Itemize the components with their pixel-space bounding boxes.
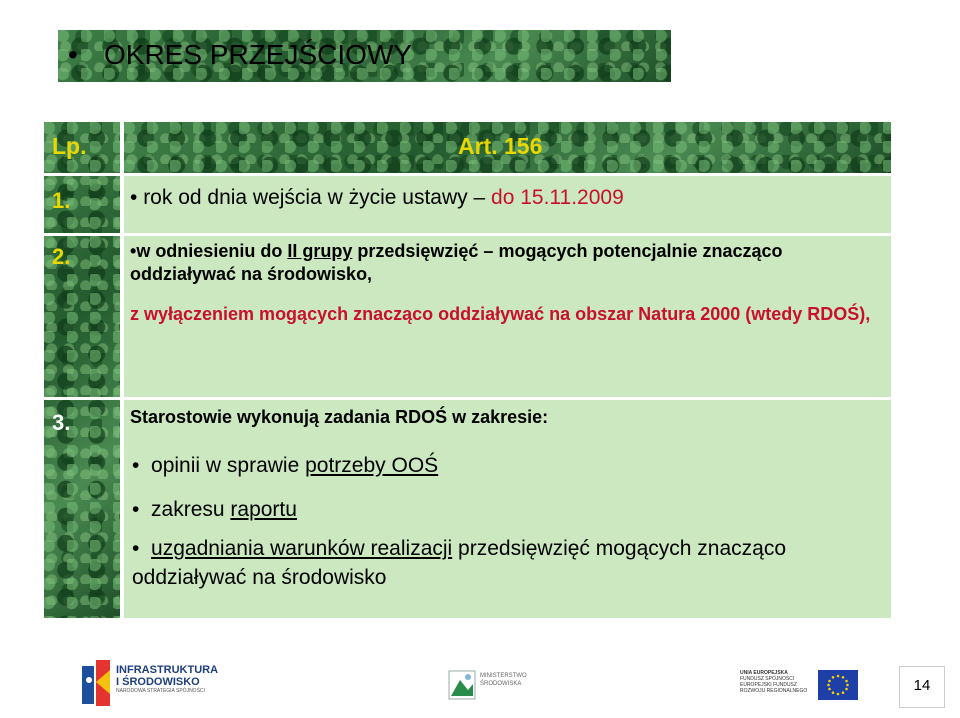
row-1-number: 1. [52, 188, 71, 213]
row-1-text: • rok od dnia wejścia w życie ustawy – do 15.11.2009 [130, 186, 624, 209]
infrastruktura-logo [82, 660, 232, 708]
art-header: Art. 156 [458, 133, 543, 159]
logo2-line1: MINISTERSTWO [480, 673, 527, 679]
title-bullet: • [68, 39, 78, 70]
logo3-line3: EUROPEJSKI FUNDUSZ [740, 682, 797, 688]
lp-header: Lp. [52, 133, 87, 159]
logo1-line3: NARODOWA STRATEGIA SPÓJNOŚCI [116, 688, 205, 694]
row-3-bullet-3: • uzgadniania warunków realizacji przedsięwzięć mogących znacząco oddziaływać na środowisko [132, 537, 787, 589]
row-3-bullet-2: • zakresu raportu [132, 498, 297, 521]
row-1-date: do 15.11.2009 [491, 186, 624, 209]
eu-logo [740, 666, 860, 708]
row-3-intro: Starostowie wykonują zadania RDOŚ w zakresie: [130, 407, 549, 427]
logo3-line2: FUNDUSZ SPÓJNOŚCI [740, 676, 795, 682]
page-number-box [899, 666, 945, 708]
page-number: 14 [913, 677, 931, 694]
title-bar [58, 30, 671, 82]
row-2-paragraph-2: z wyłączeniem mogących znacząco oddziaływać na obszar Natura 2000 (wtedy RDOŚ), [130, 304, 871, 324]
row-3-number: 3. [52, 410, 71, 435]
ministerstwo-logo [448, 668, 548, 708]
logo2-line2: ŚRODOWISKA [480, 681, 522, 687]
eu-flag-icon [818, 670, 858, 700]
ministerstwo-logo-icon [448, 670, 476, 700]
logo3-line4: ROZWOJU REGIONALNEGO [740, 688, 808, 694]
logo1-line2: I ŚRODOWISKO [116, 676, 200, 688]
row-2-paragraph-1: •w odniesieniu do II grupy przedsięwzięć – mogących potencjalnie znacząco oddziaływać na środowisko, [130, 241, 783, 284]
logo3-line1: UNIA EUROPEJSKA [740, 670, 788, 676]
infrastruktura-logo-icon [82, 660, 112, 706]
row-3-bullet-1: • opinii w sprawie potrzeby OOŚ [132, 454, 439, 477]
row-2-number: 2. [52, 244, 71, 269]
slide-title: OKRES PRZEJŚCIOWY [104, 39, 413, 70]
content-table [44, 122, 891, 618]
row-2-underlined: II grupy [287, 241, 353, 261]
logo1-line1: INFRASTRUKTURA [116, 664, 219, 676]
